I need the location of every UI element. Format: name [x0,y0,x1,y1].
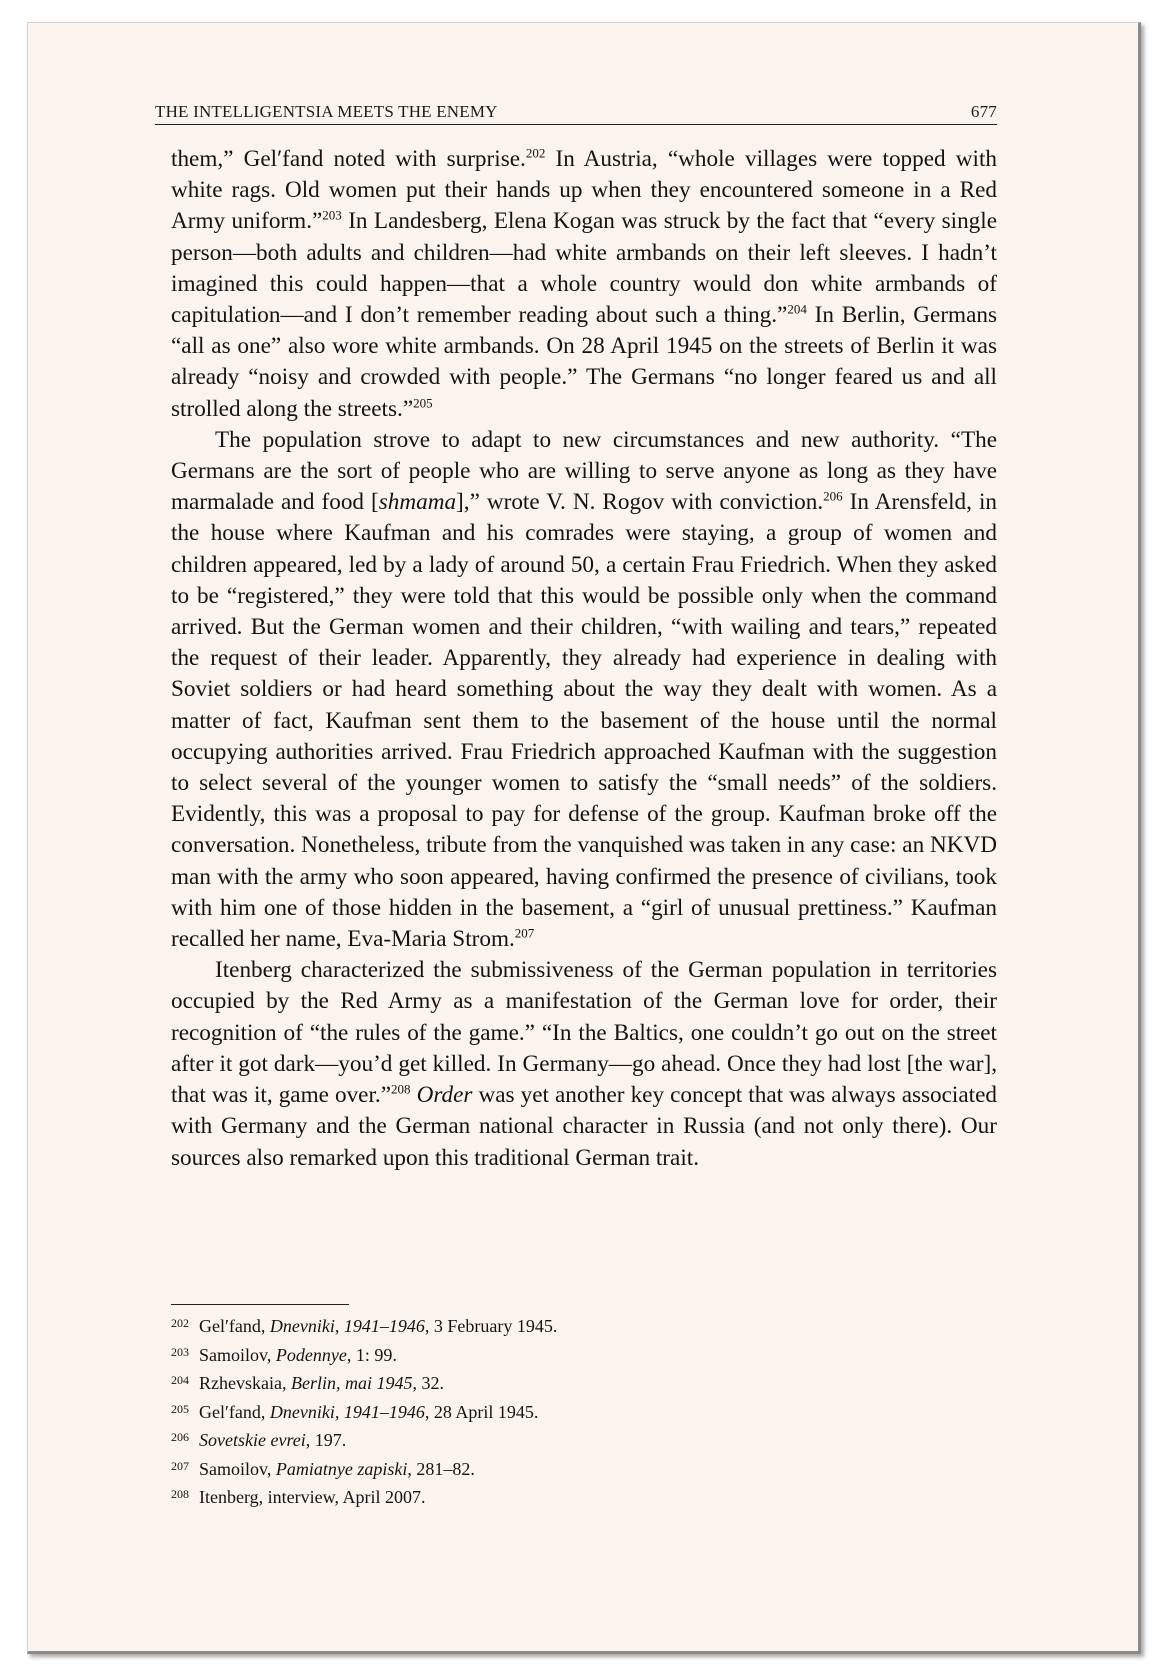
italic-text: Sovetskie evrei [199,1430,306,1450]
footnote [171,1399,871,1428]
paragraph [171,144,997,425]
footnote-text [199,1399,538,1426]
text-run: Itenberg characterized the submissiveness of the German population in territories occupied by the Red Army as a manifestation of the German love for order, their recognition of “the rules of the game.” “In the Baltics, one couldn’t go out on the street after it got dark—you’d get killed. In Germany—go ahead. Once they had lost [the war], that was it, game over.” [171,957,997,1109]
text-run: In Berlin, Germans “all as one” also wore white armbands. On 28 April 1945 on the streets of Berlin it was already “noisy and crowded with people.” The Germans “no longer feared us and all strolled along the streets.” [171,302,997,422]
footnote-ref[interactable]: 205 [413,394,433,410]
footnote [171,1456,871,1485]
footnote-text [199,1484,425,1511]
text-run: was yet another key concept that was always associated with Germany and the German national character in Russia (and not only there). Our sources also remarked upon this traditional German trait. [171,1082,997,1171]
italic-text: Order [416,1082,473,1109]
footnote [171,1370,871,1399]
running-head-title: THE INTELLIGENTSIA MEETS THE ENEMY [155,102,498,121]
footnote [171,1313,871,1342]
paragraph [171,425,997,955]
running-head [155,102,997,125]
text-run: , 281–82. [407,1458,475,1479]
text-run: Rzhevskaia, [199,1373,291,1393]
italic-text: Berlin, mai 1945 [290,1373,413,1393]
footnote-number: 205 [171,1401,189,1416]
footnote-ref[interactable]: 204 [787,301,807,317]
footnote-ref[interactable]: 202 [525,145,546,161]
page-number: 677 [970,102,997,121]
footnote-text [199,1456,475,1483]
footnote-ref[interactable]: 207 [514,925,535,941]
italic-text: shmama [378,489,457,516]
italic-text: Pamiatnye zapiski [275,1458,408,1479]
footnote-text [199,1342,397,1369]
text-run: In Arensfeld, in the house where Kaufman and his comrades were staying, a group of women and children appeared, led by a lady of around 50, a certain Frau Friedrich. When they asked to be “registered,” they were told that this would be possible only when the command arrived. But the German women and their children, “with wailing and tears,” repeated the request of their leader. Apparently, they already had experience in dealing with Soviet soldiers or had heard something about the way they dealt with women. As a matter of fact, Kaufman sent them to the basement of the house until the normal occupying authorities arrived. Frau Friedrich approached Kaufman with the suggestion to select several of the younger women to satisfy the “small needs” of the soldiers. Evidently, this was a proposal to pay for defense of the group. Kaufman broke off the conversation. Nonetheless, tribute from the vanquished was taken in any case: an NKVD man with the army who soon appeared, having confirmed the presence of civilians, took with him one of those hidden in the basement, a “girl of unusual prettiness.” Kaufman recalled her name, Eva-Maria Strom. [171,489,997,953]
text-run: Gel′fand, [199,1316,270,1336]
footnote-number: 204 [171,1373,189,1387]
text-run: In Landesberg, Elena Kogan was struck by the fact that “every single person—both adults and children—had white armbands on their left sleeves. I hadn’t imagined this could happen—that a whole country would don white armbands of capitulation—and I don’t remember reading about such a thing.” [171,208,997,329]
footnote-text [199,1313,557,1340]
body-text [171,144,997,1174]
text-run: , 3 February 1945. [424,1316,558,1336]
paragraph [171,955,997,1173]
italic-text: Dnevniki, 1941–1946 [269,1401,425,1422]
footnote-ref[interactable]: 203 [322,207,342,223]
text-run: , 32. [412,1373,444,1393]
text-run: , 197. [305,1430,347,1450]
text-run: ],” wrote V. N. Rogov with conviction. [456,489,824,516]
footnote-number: 207 [171,1458,189,1473]
text-run: In Austria, “whole villages were topped with white rags. Old women put their hands up when they encountered someone in a Red Army uniform.” [171,146,998,235]
text-run: Gel′fand, [199,1401,270,1422]
footnote [171,1427,871,1456]
text-run: them,” Gel′fand noted with surprise. [171,146,526,172]
text-run: Samoilov, [199,1458,276,1479]
footnotes [171,1313,871,1513]
text-run: Itenberg, interview, April 2007. [199,1487,426,1507]
footnote-text [199,1427,346,1454]
text-run: , 28 April 1945. [424,1401,539,1422]
footnote-ref[interactable]: 206 [823,488,843,504]
footnote-number: 206 [171,1430,189,1444]
footnote [171,1484,871,1513]
footnote [171,1342,871,1371]
text-run: , 1: 99. [346,1344,397,1365]
footnote-text [199,1370,444,1397]
italic-text: Podennye [275,1344,347,1365]
footnote-number: 202 [171,1316,189,1330]
footnote-number: 203 [171,1344,189,1359]
text-run: The population strove to adapt to new circumstances and new authority. “The Germans are the sort of people who are willing to serve anyone as long as they have marmalade and food [ [171,426,997,516]
italic-text: Dnevniki, 1941–1946 [269,1316,425,1336]
text-run: Samoilov, [199,1344,276,1365]
footnote-number: 208 [171,1487,189,1501]
footnote-divider [171,1304,349,1305]
footnote-ref[interactable]: 208 [391,1081,411,1097]
